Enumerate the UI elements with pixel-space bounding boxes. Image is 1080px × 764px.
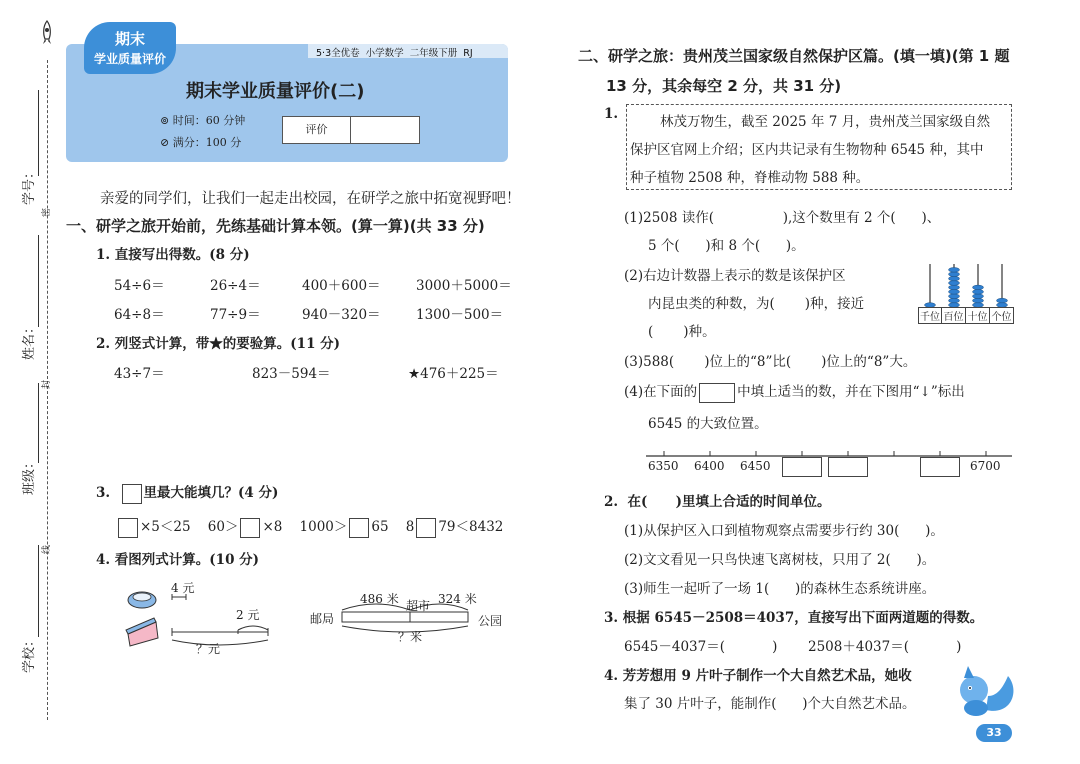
section2-title-cont: 13 分，其余每空 2 分，共 31 分) [606,77,842,95]
abacus-bead [949,290,960,295]
section2-title: 二、研学之旅：贵州茂兰国家级自然保护区篇。(填一填)(第 1 题 [578,47,1010,65]
q2-title: 2. 在( )里填上合适的时间单位。 [604,494,831,510]
abacus-bead [973,298,984,303]
q4-title: 4. 看图列式计算。(10 分) [96,552,260,568]
passage-line: 保护区官网上介绍；区内共记录有生物物种 6545 种，其中 [630,142,984,158]
abacus-labels: 千位 百位 十位 个位 [918,307,1014,324]
calc-item: 940－320＝ [302,307,381,323]
page-title: 期末学业质量评价(二) [186,81,365,102]
rocket-icon [40,20,54,50]
place-label: 邮局 [310,612,335,626]
sub-question: (4)在下面的 中填上适当的数，并在下图用“↓”标出 [624,380,965,403]
sub-question: (2)右边计数器上表示的数是该保护区 [624,268,846,284]
sub-question: 2508＋4037＝( ) [808,639,962,655]
abacus-bead [949,298,960,303]
q2-title: 2. 列竖式计算，带★的要验算。(11 分) [96,336,341,352]
q3-items: ×5＜25 60＞ ×8 1000＞ 65 8 79＜8432 [116,515,503,538]
binding-mark: 线 [42,544,53,555]
student-id-label: 学号： [22,165,38,206]
abacus-bead [973,290,984,295]
distance-label: 324 米 [438,592,477,606]
field-underline [38,90,39,176]
answer-box[interactable] [782,457,822,477]
school-label: 学校： [22,633,38,674]
squirrel-mascot-icon [950,660,1020,724]
answer-box[interactable] [118,518,138,538]
vertical-calc-item: 823－594＝ [252,366,331,382]
tick-label: 6700 [970,459,1001,473]
abacus-bead [949,285,960,290]
tick-label: 6350 [648,459,679,473]
calc-item: 54÷6＝ [114,278,165,294]
binding-line [47,60,48,720]
intro-text: 亲爱的同学们，让我们一起走出校园，在研学之旅中拓宽视野吧！ [100,191,521,207]
q3-title: 3. 里最大能填几？(4 分) [96,481,278,504]
passage-line: 林茂万物生，截至 2025 年 7 月，贵州茂兰国家级自然 [660,114,991,130]
abacus-bead [949,272,960,277]
field-underline [38,383,39,463]
section1-title: 一、研学之旅开始前，先练基础计算本领。(算一算)(共 33 分) [66,217,485,235]
name-label: 姓名： [22,320,38,361]
sub-question: 5 个( )和 8 个( )。 [648,238,805,254]
class-label: 班级： [22,455,38,496]
abacus-bead [949,268,960,273]
abacus-bead [973,285,984,290]
book-info: 5·3全优卷 小学数学 二年级下册 RJ [316,48,473,59]
calc-item: 1300－500＝ [416,307,504,323]
field-underline [38,235,39,327]
sub-question: (1)2508 读作( ),这个数里有 2 个( )、 [624,210,941,226]
sub-question: 6545 的大致位置。 [648,416,768,432]
tick-label: 6400 [694,459,725,473]
answer-box[interactable] [416,518,436,538]
calc-item: 64÷8＝ [114,307,165,323]
sub-question: (3)师生一起听了一场 1( )的森林生态系统讲座。 [624,581,936,597]
calc-item: 26÷4＝ [210,278,261,294]
binding-mark: 密 [42,207,53,218]
q4-title: 4. 芳芳想用 9 片叶子制作一个大自然艺术品，她收 [604,668,912,684]
calc-item: 3000＋5000＝ [416,278,512,294]
check-circle-icon: ⊘ [160,136,173,149]
abacus-bead [949,276,960,281]
place-label: 公园 [478,614,503,628]
binding-mark: 封 [42,379,53,390]
q3-title: 3. 根据 6545－2508＝4037，直接写出下面两道题的得数。 [604,610,984,626]
sub-question: ( )种。 [648,324,716,340]
calc-item: 77÷9＝ [210,307,261,323]
answer-box[interactable] [122,484,142,504]
q1-number: 1. [604,106,619,122]
answer-box[interactable] [240,518,260,538]
time-info: ⊚ 时间：60 分钟 [160,114,246,127]
sub-question: 集了 30 片叶子，能制作( )个大自然艺术品。 [624,696,916,712]
page-number: 33 [976,724,1012,742]
sub-question: (2)文文看见一只鸟快速飞离树枝，只用了 2( )。 [624,552,936,568]
answer-box[interactable] [828,457,868,477]
price-label: 4 元 [171,581,195,595]
evaluation-field[interactable] [351,117,419,143]
field-underline [38,545,39,637]
passage-line: 种子植物 2508 种，脊椎动物 588 种。 [630,170,870,186]
answer-box[interactable] [349,518,369,538]
exam-badge: 期末 学业质量评价 [84,22,176,74]
q1-title: 1. 直接写出得数。(8 分) [96,247,250,263]
sub-question: (1)从保护区入口到植物观察点需要步行约 30( )。 [624,523,944,539]
unknown-distance-label: ？米 [398,630,423,644]
vertical-calc-item: ★476＋225＝ [408,366,499,382]
unknown-price-label: ？元 [196,642,221,656]
calc-item: 400＋600＝ [302,278,381,294]
price-label: 2 元 [236,608,260,622]
evaluation-box: 评价 [282,116,420,144]
abacus-bead [949,281,960,286]
distance-label: 486 米 [360,592,399,606]
tick-label: 6450 [740,459,771,473]
clock-icon: ⊚ [160,114,173,127]
answer-box[interactable] [920,457,960,477]
vertical-calc-item: 43÷7＝ [114,366,165,382]
answer-box[interactable] [699,383,735,403]
abacus-bead [949,294,960,299]
sub-question: 6545－4037＝( ) [624,639,778,655]
sub-question: (3)588( )位上的“8”比( )位上的“8”大。 [624,354,917,370]
place-label: 超市 [406,599,431,613]
abacus-bead [997,298,1008,303]
score-info: ⊘ 满分：100 分 [160,136,242,149]
sub-question: 内昆虫类的种数，为( )种，接近 [648,296,865,312]
abacus-bead [973,294,984,299]
